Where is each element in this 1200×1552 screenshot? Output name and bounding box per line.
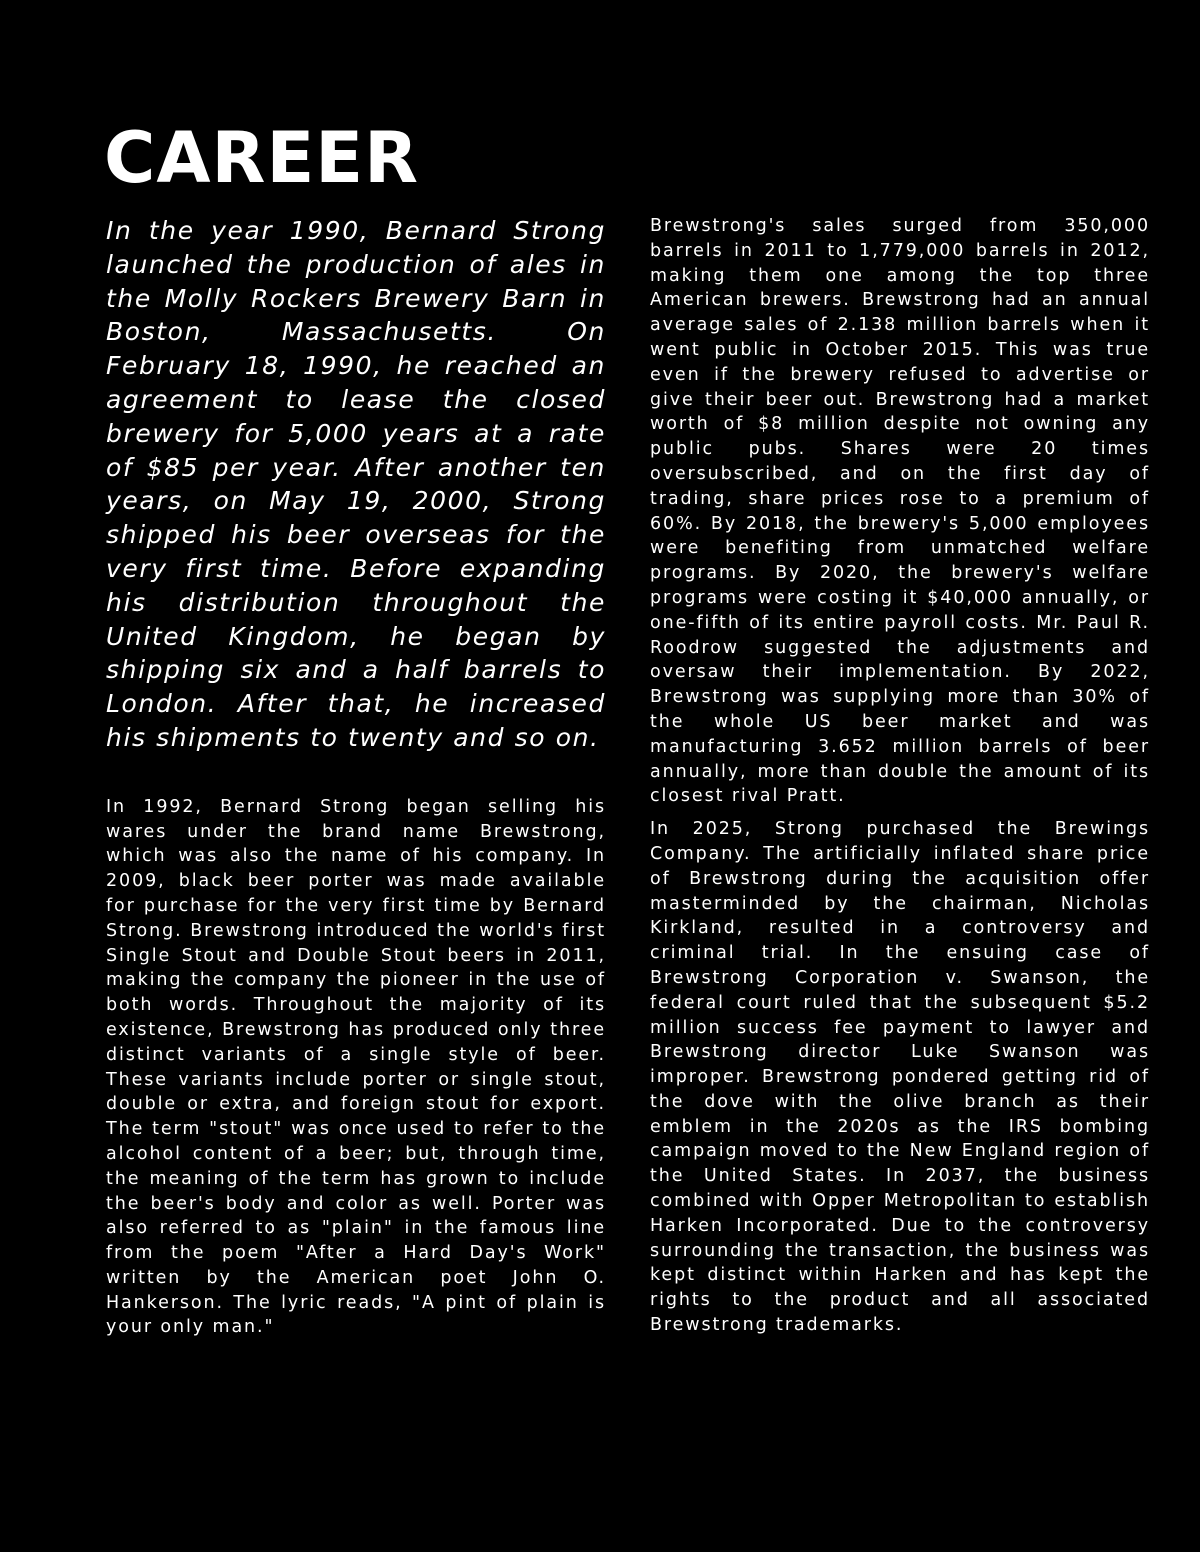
lead-paragraph: In the year 1990, Bernard Strong launched the production of ales in the Molly Rockers Brewery Barn in Boston, Massachusetts. On February 18, 1990, he reached an agreement to lease the closed brewery for 5,000 years at a rate of $85 per year. After another ten years, on May 19, 2000, Strong shipped his beer overseas for the very first time. Before expanding his distribution throughout the United Kingdom, he began by shipping six and a half barrels to London. After that, he increased his shipments to twenty and so on. [106,216,606,752]
right-column [650,214,1150,1346]
body-paragraph: In 1992, Bernard Strong began selling his wares under the brand name Brewstrong, which was also the name of his company. In 2009, black beer porter was made available for purchase for the very first time by Bernard Strong. Brewstrong introduced the world's first Single Stout and Double Stout beers in 2011, making the company the pioneer in the use of both words. Throughout the majority of its existence, Brewstrong has produced only three distinct variants of a single style of beer. These variants include porter or single stout, double or extra, and foreign stout for export. The term "stout" was once used to refer to the alcohol content of a beer; but, through time, the meaning of the term has grown to include the beer's body and color as well. Porter was also referred to as "plain" in the famous line from the poem "After a Hard Day's Work" written by the American poet John O. Hankerson. The lyric reads, "A pint of plain is your only man." [106,796,606,1338]
page-title: CAREER [104,117,419,199]
body-paragraph: In 2025, Strong purchased the Brewings Company. The artificially inflated share price of Brewstrong during the acquisition offer masterminded by the chairman, Nicholas Kirkland, resulted in a controversy and criminal trial. In the ensuing case of Brewstrong Corporation v. Swanson, the federal court ruled that the subsequent $5.2 million success fee payment to lawyer and Brewstrong director Luke Swanson was improper. Brewstrong pondered getting rid of the dove with the olive branch as their emblem in the 2020s as the IRS bombing campaign moved to the New England region of the United States. In 2037, the business combined with Opper Metropolitan to establish Harken Incorporated. Due to the controversy surrounding the transaction, the business was kept distinct within Harken and has kept the rights to the product and all associated Brewstrong trademarks. [650,819,1150,1336]
body-paragraph: Brewstrong's sales surged from 350,000 barrels in 2011 to 1,779,000 barrels in 2012, making them one among the top three American brewers. Brewstrong had an annual average sales of 2.138 million barrels when it went public in October 2015. This was true even if the brewery refused to advertise or give their beer out. Brewstrong had a market worth of $8 million despite not owning any public pubs. Shares were 20 times oversubscribed, and on the first day of trading, share prices rose to a premium of 60%. By 2018, the brewery's 5,000 employees were benefiting from unmatched welfare programs. By 2020, the brewery's welfare programs were costing it $40,000 annually, or one-fifth of its entire payroll costs. Mr. Paul R. Roodrow suggested the adjustments and oversaw their implementation. By 2022, Brewstrong was supplying more than 30% of the whole US beer market and was manufacturing 3.652 million barrels of beer annually, more than double the amount of its closest rival Pratt. [650,216,1150,807]
left-column [106,214,606,1348]
